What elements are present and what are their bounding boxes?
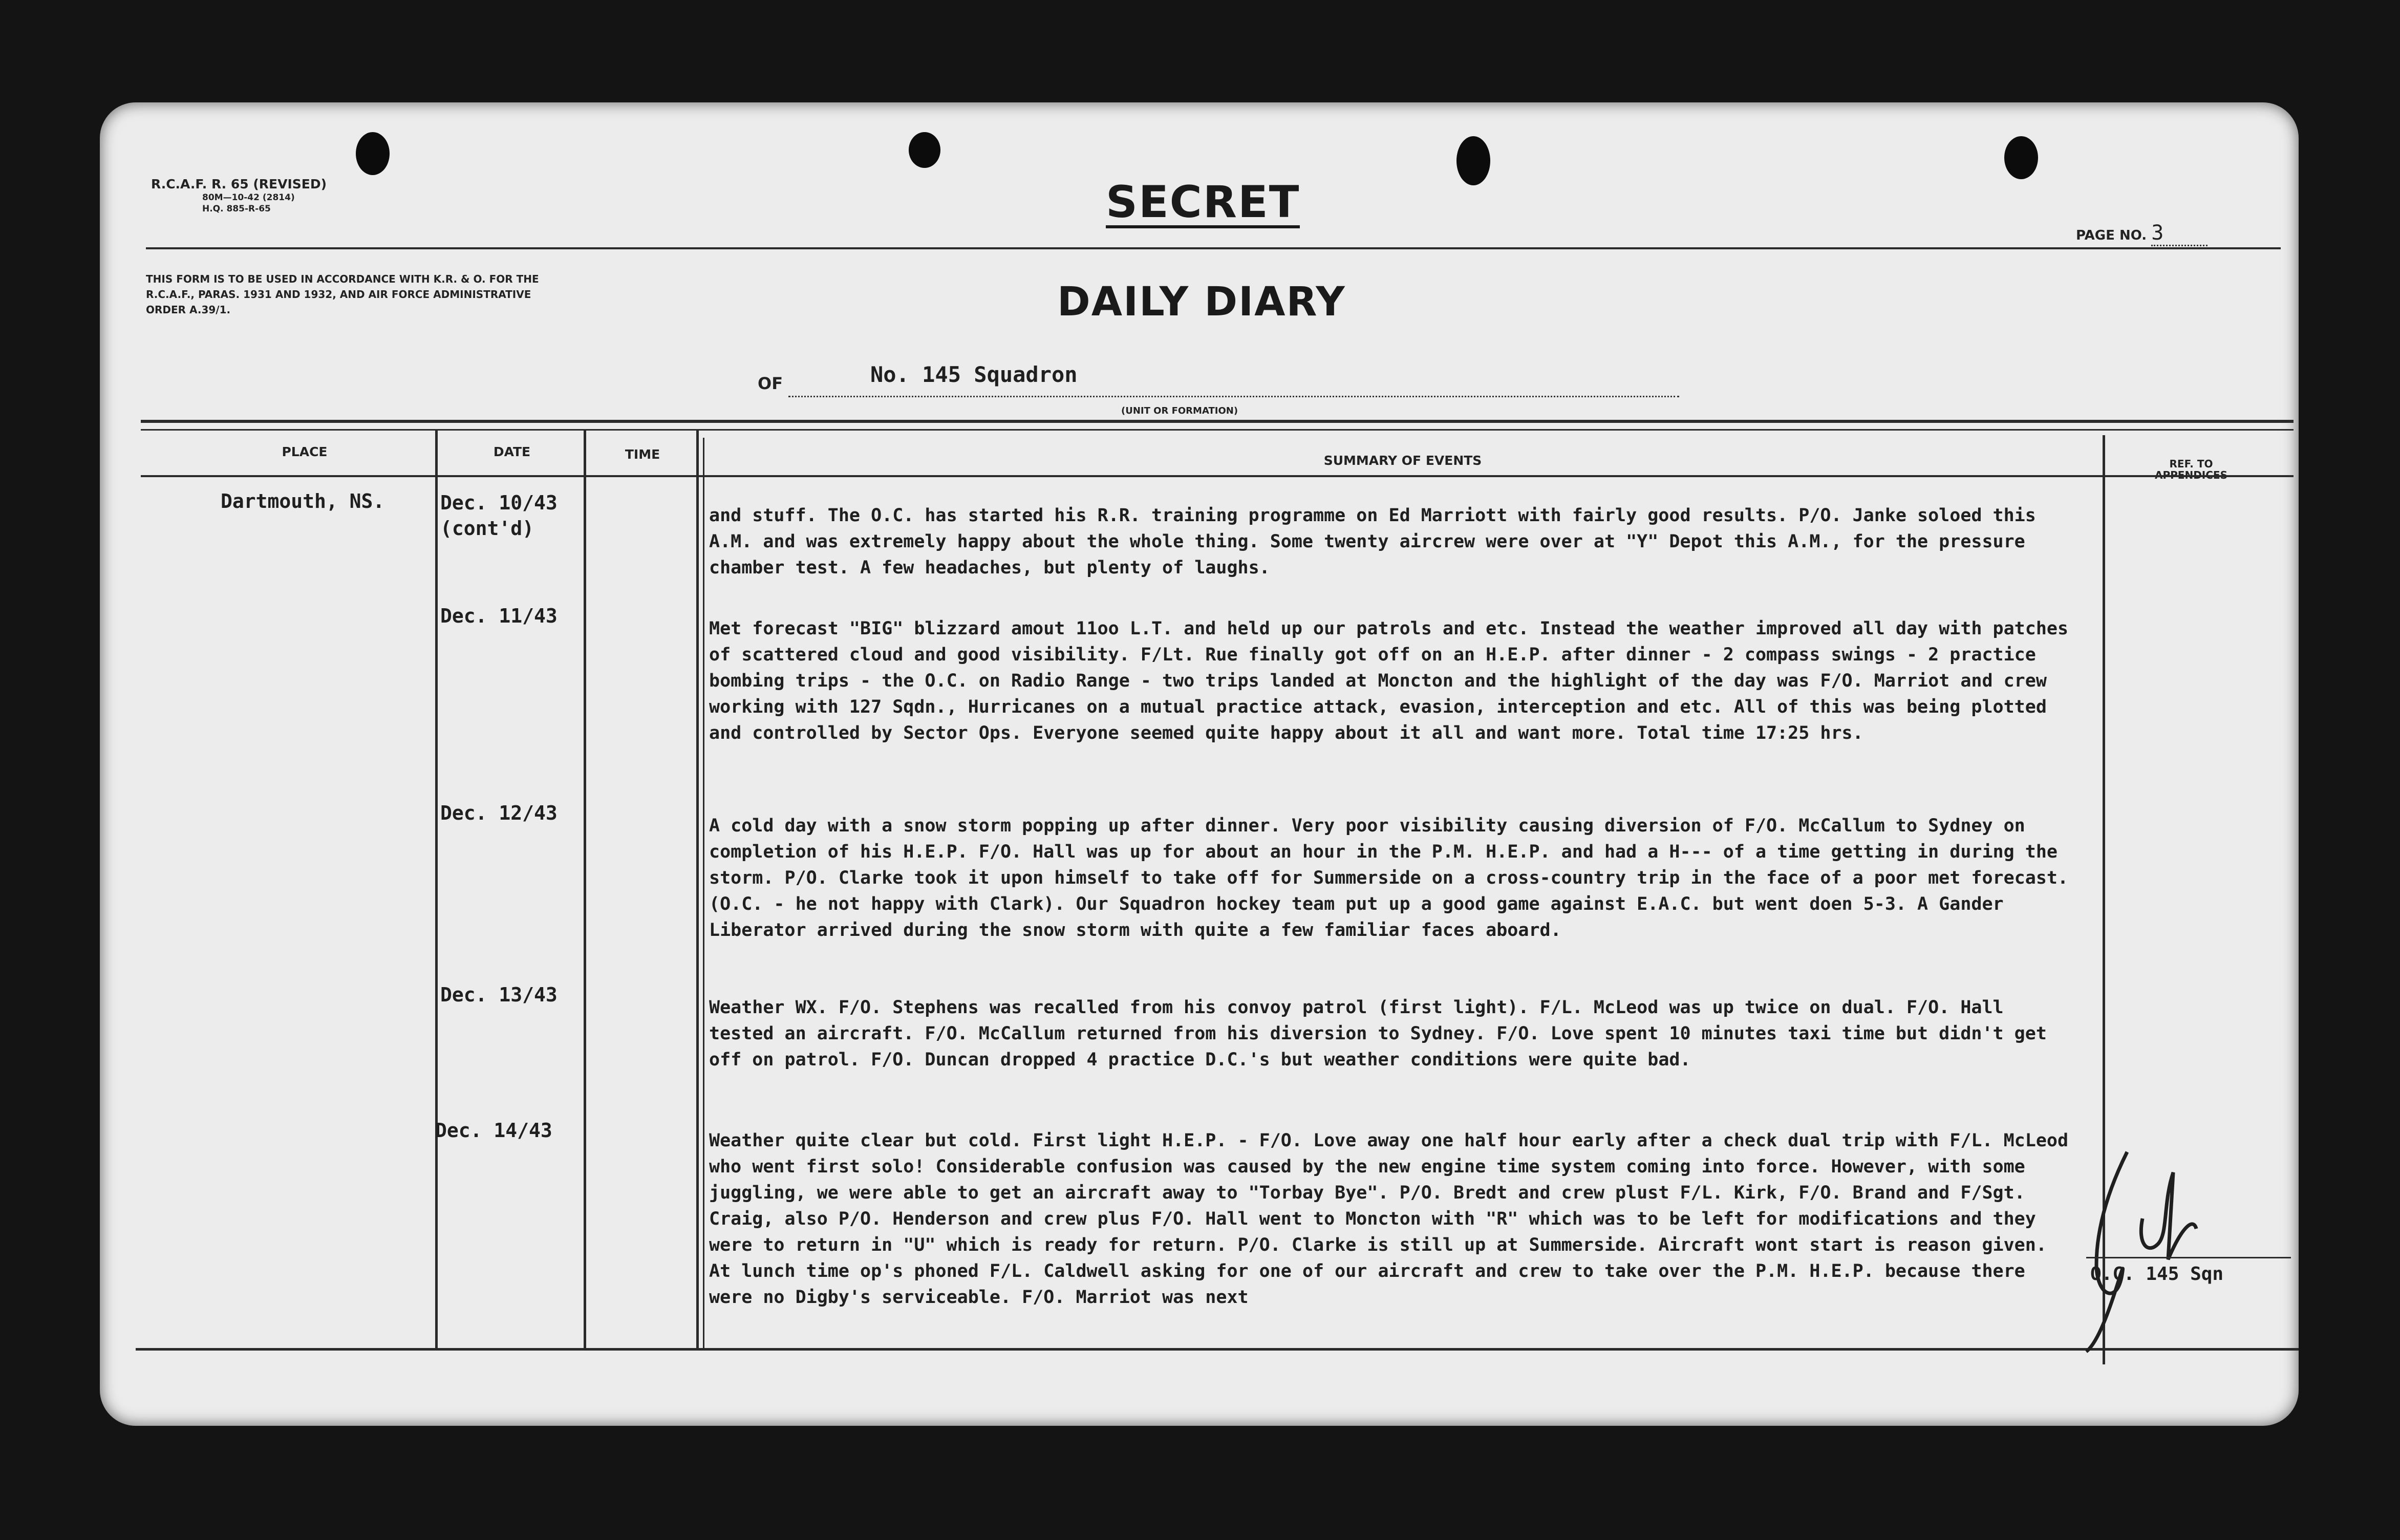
column-header-time: TIME <box>625 447 660 462</box>
of-label: OF <box>758 374 783 393</box>
column-header-ref: REF. TO <box>2169 458 2213 470</box>
column-header-summary: SUMMARY OF EVENTS <box>1323 453 1482 468</box>
entry-date: Dec. 12/43 <box>440 802 558 824</box>
punch-hole <box>2004 136 2038 179</box>
entry-summary: Weather quite clear but cold. First light H.E.P. - F/O. Love away one half hour early after a check dual trip with F/L. McLeod who went first solo! Considerable confusion was caused by the new engine time system coming into force. However, with some juggling, we were able to get an aircraft away to "Torbay Bye". P/O. Bredt and crew plust F/L. Kirk, F/O. Brand and F/Sgt. Craig, also P/O. Henderson and crew plus F/O. Hall went to Moncton with "R" which was to be left for modifications and they were to return in "U" which is ready for return. P/O. Clarke is still up at Summerside. Aircraft wont start is reason given. At lunch time op's phoned F/L. Caldwell asking for one of our aircraft and crew to take over the P.M. H.E.P. because there were no Digby's serviceable. F/O. Marriot was next <box>709 1130 2069 1308</box>
classification-heading: SECRET <box>1106 177 1300 228</box>
entry-date: Dec. 14/43 <box>435 1119 552 1142</box>
entry-summary: A cold day with a snow storm popping up after dinner. Very poor visibility causing diversion of F/O. McCallum to Sydney on completion of his H.E.P. F/O. Hall was up for about an hour in the P.M. H.E.P. and had a H--- of a time getting in during the storm. P/O. Clarke took it upon himself to take off for Summerside on a cross-country trip in the face of a poor met forecast. (O.C. - he not happy with Clark). Our Squadron hockey team put up a good game against E.A.C. but went doen 5-3. A Gander Liberator arrived during the snow storm with quite a few familiar faces aboard. <box>709 816 2069 940</box>
table-bottom-rule <box>136 1348 2299 1351</box>
entry-date: Dec. 11/43 <box>440 605 558 627</box>
table-top-rule <box>141 429 2294 431</box>
form-code: R.C.A.F. R. 65 (REVISED) 80M—10-42 (2814) H.Q. 885-R-65 <box>151 177 327 214</box>
table-top-rule <box>141 420 2294 423</box>
entry-summary: Weather WX. F/O. Stephens was recalled from his convoy patrol (first light). F/L. McLeod was up twice on dual. F/O. Hall tested an aircraft. F/O. McCallum returned from his diversion to Sydney. F/O. Love spent 10 minutes taxi time but didn't get off on patrol. F/O. Duncan dropped 4 practice D.C.'s but weather conditions were quite bad. <box>709 997 2047 1070</box>
ref-signoff: O.C. 145 Sqn <box>2090 1264 2224 1285</box>
column-header-date: DATE <box>493 444 531 459</box>
column-divider <box>696 429 699 1348</box>
column-header-place: PLACE <box>282 444 328 459</box>
entry-summary: and stuff. The O.C. has started his R.R. training programme on Ed Marriott with fairly good results. P/O. Janke soloed this A.M. and was extremely happy about the whole thing. Some twenty aircrew were over at "Y" Depot this A.M., for the pressure chamber test. A few headaches, but plenty of laughs. <box>709 505 2036 578</box>
punch-hole <box>356 132 390 175</box>
entry-summary: Met forecast "BIG" blizzard amout 11oo L.T. and held up our patrols and etc. Instead the weather improved all day with patches of scattered cloud and good visibility. F/Lt. Rue finally got off on an H.E.P. after dinner - 2 compass swings - 2 practice bombing trips - the O.C. on Radio Range - two trips landed at Moncton and the highlight of the day was F/O. Marriot and crew working with 127 Sqdn., Hurricanes on a mutual practice attack, evasion, interception and etc. All of this was being plotted and controlled by Sector Ops. Everyone seemed quite happy about it all and want more. Total time 17:25 hrs. <box>709 618 2069 743</box>
place-value: Dartmouth, NS. <box>221 490 385 512</box>
entry-date: Dec. 13/43 <box>440 983 558 1006</box>
form-notice: THIS FORM IS TO BE USED IN ACCORDANCE WITH K.R. & O. FOR THE R.C.A.F., PARAS. 1931 AND 1932, AND AIR FORCE ADMINISTRATIVE ORDER A.39/1. <box>146 273 539 316</box>
signature <box>2066 1142 2219 1357</box>
punch-hole <box>1456 136 1490 185</box>
column-divider <box>703 438 704 1348</box>
ref-rule <box>2086 1257 2291 1258</box>
page-number: PAGE NO. 3 <box>2076 221 2208 246</box>
entry-date: Dec. 10/43 (cont'd) <box>440 491 558 540</box>
header-divider <box>146 247 2281 249</box>
column-divider <box>435 429 438 1348</box>
column-divider <box>584 429 586 1348</box>
punch-hole <box>909 132 940 168</box>
header-row-rule <box>141 475 2294 477</box>
page-number-value: 3 <box>2151 221 2208 246</box>
unit-value: No. 145 Squadron <box>870 362 1078 387</box>
form-title: DAILY DIARY <box>1057 279 1346 325</box>
unit-caption: (UNIT OR FORMATION) <box>1121 405 1238 416</box>
diary-form-card <box>100 102 2299 1426</box>
